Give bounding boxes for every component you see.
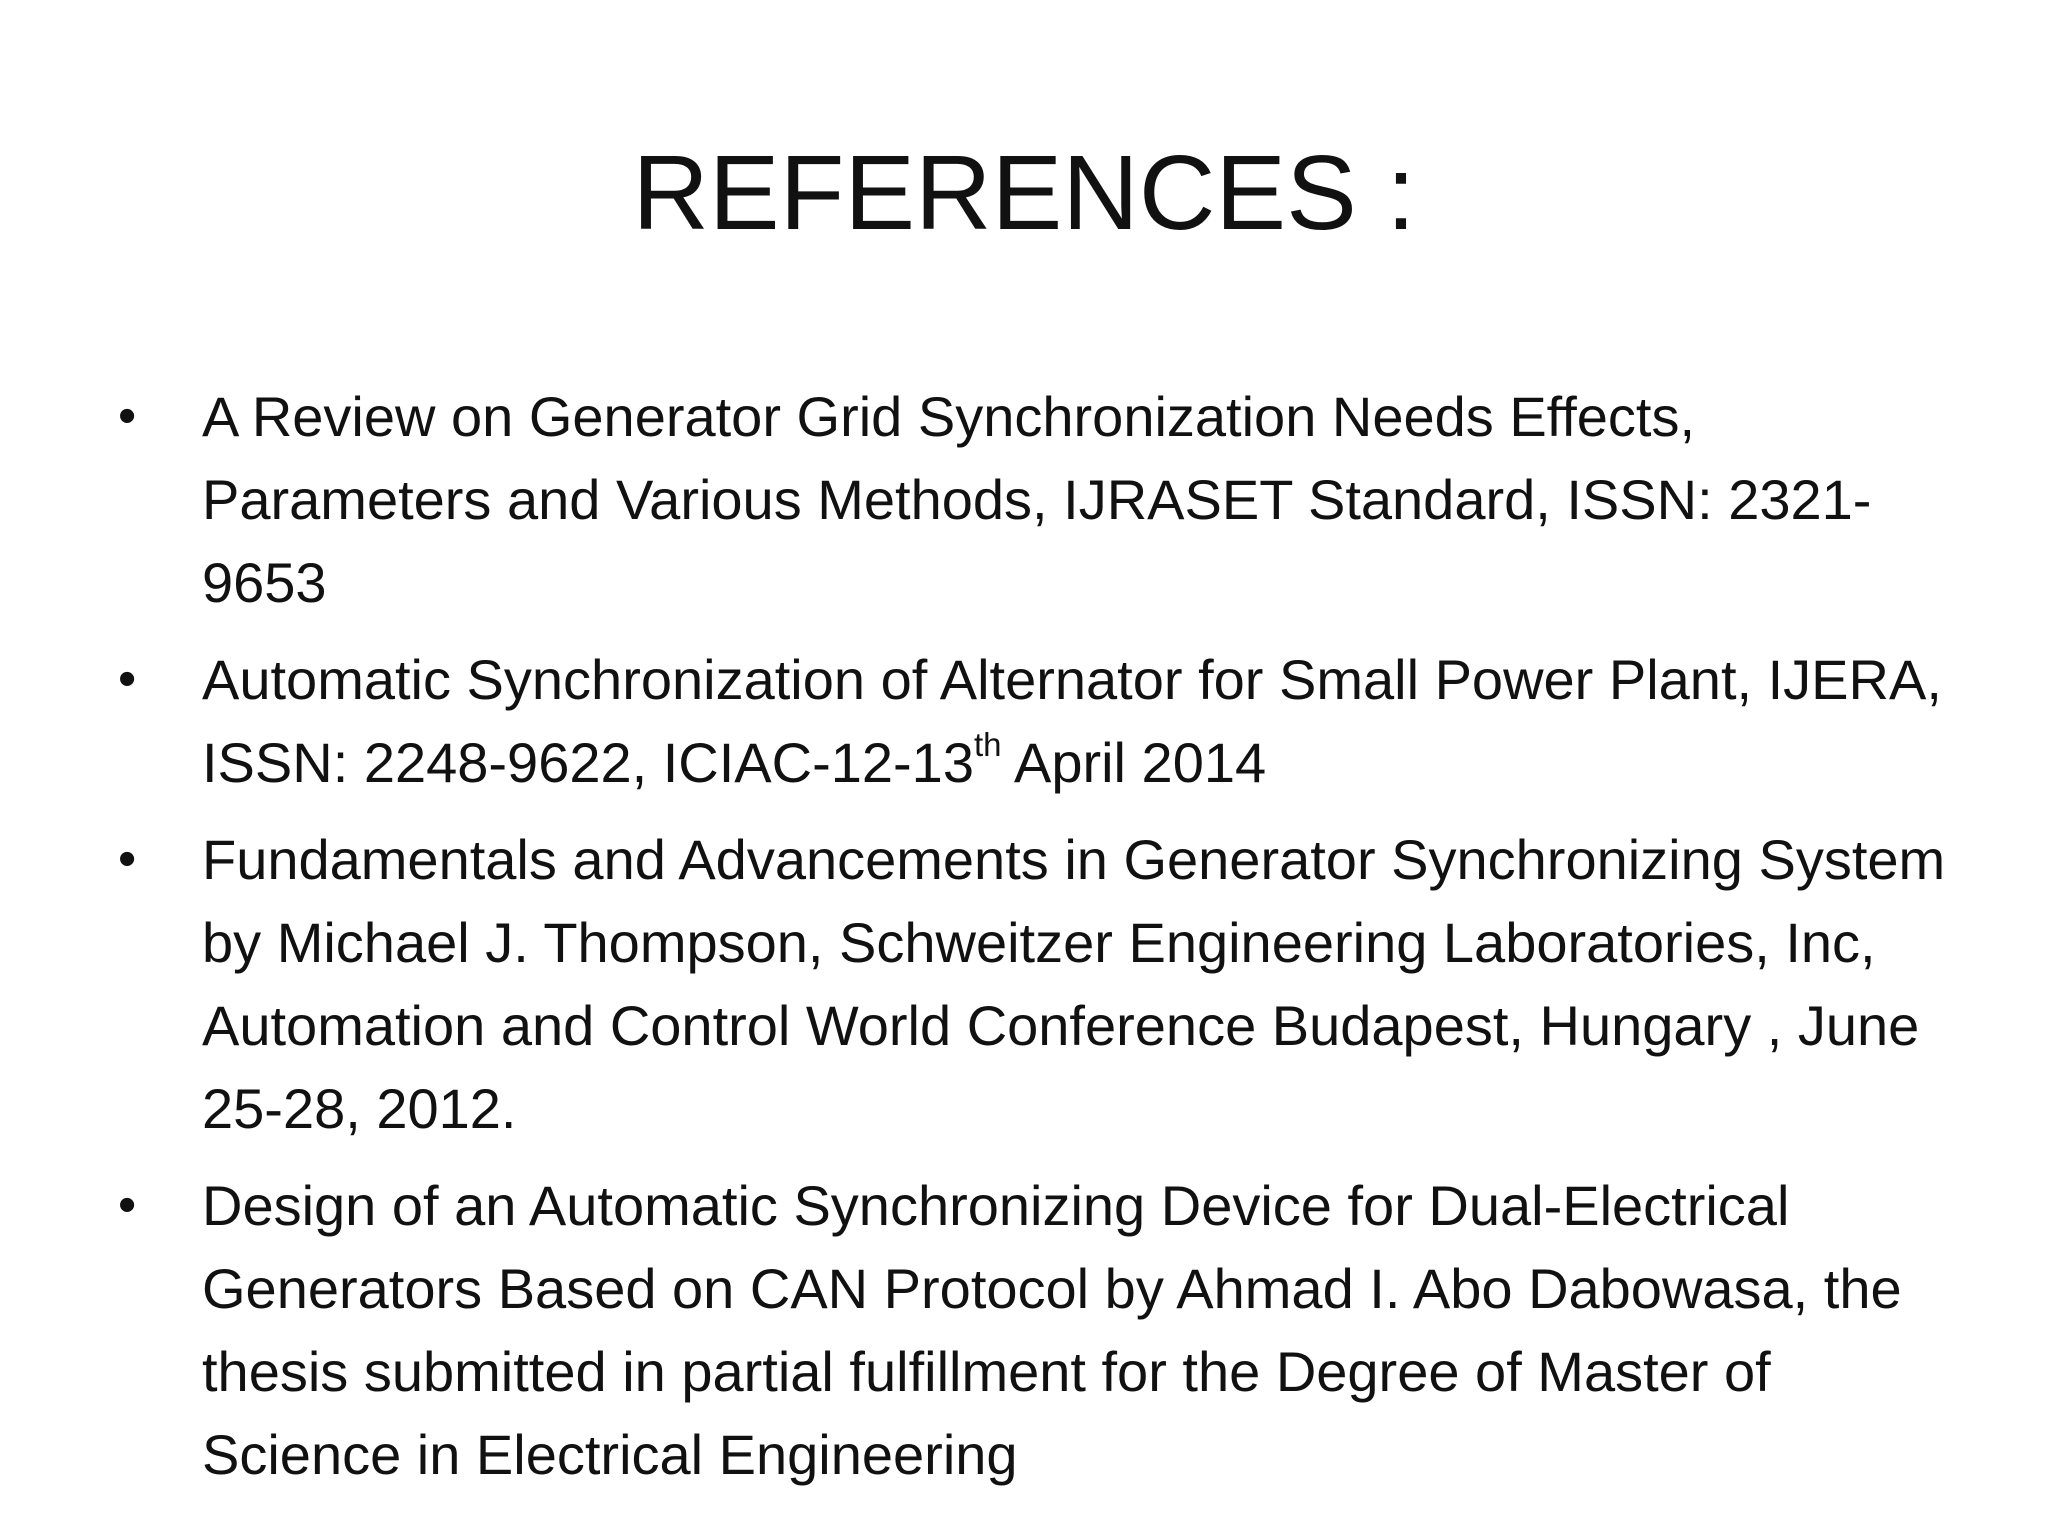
reference-text-part: Automatic Synchronization of Alternator for Small Power Plant, IJERA, ISSN: 2248-9622, ICIAC-12-13 xyxy=(202,648,1942,794)
bullet-icon: • xyxy=(118,387,137,445)
reference-text-part: April 2014 xyxy=(1001,731,1267,794)
reference-item xyxy=(118,1164,1948,1496)
reference-text xyxy=(202,648,1942,794)
reference-item xyxy=(118,375,1948,624)
bullet-icon: • xyxy=(118,830,137,888)
reference-item xyxy=(118,818,1948,1150)
bullet-icon: • xyxy=(118,1176,137,1234)
reference-item xyxy=(118,638,1948,804)
superscript-ordinal: th xyxy=(973,726,1002,763)
slide-title: REFERENCES : xyxy=(632,134,1416,252)
reference-text: Fundamentals and Advancements in Generator Synchronizing System by Michael J. Thompson, Schweitzer Engineering Laboratories, Inc, Automation and Control World Conference Budapest, Hungary , June 25-28, 2012. xyxy=(202,828,1946,1140)
bullet-icon: • xyxy=(118,650,137,708)
reference-text: Design of an Automatic Synchronizing Device for Dual-Electrical Generators Based on CAN Protocol by Ahmad I. Abo Dabowasa, the thesis submitted in partial fulfillment for the Degree of Master of Science in Electrical Engineering xyxy=(202,1174,1902,1486)
references-list xyxy=(118,375,1948,1510)
reference-text: A Review on Generator Grid Synchronization Needs Effects, Parameters and Various Methods, IJRASET Standard, ISSN: 2321-9653 xyxy=(202,385,1872,614)
